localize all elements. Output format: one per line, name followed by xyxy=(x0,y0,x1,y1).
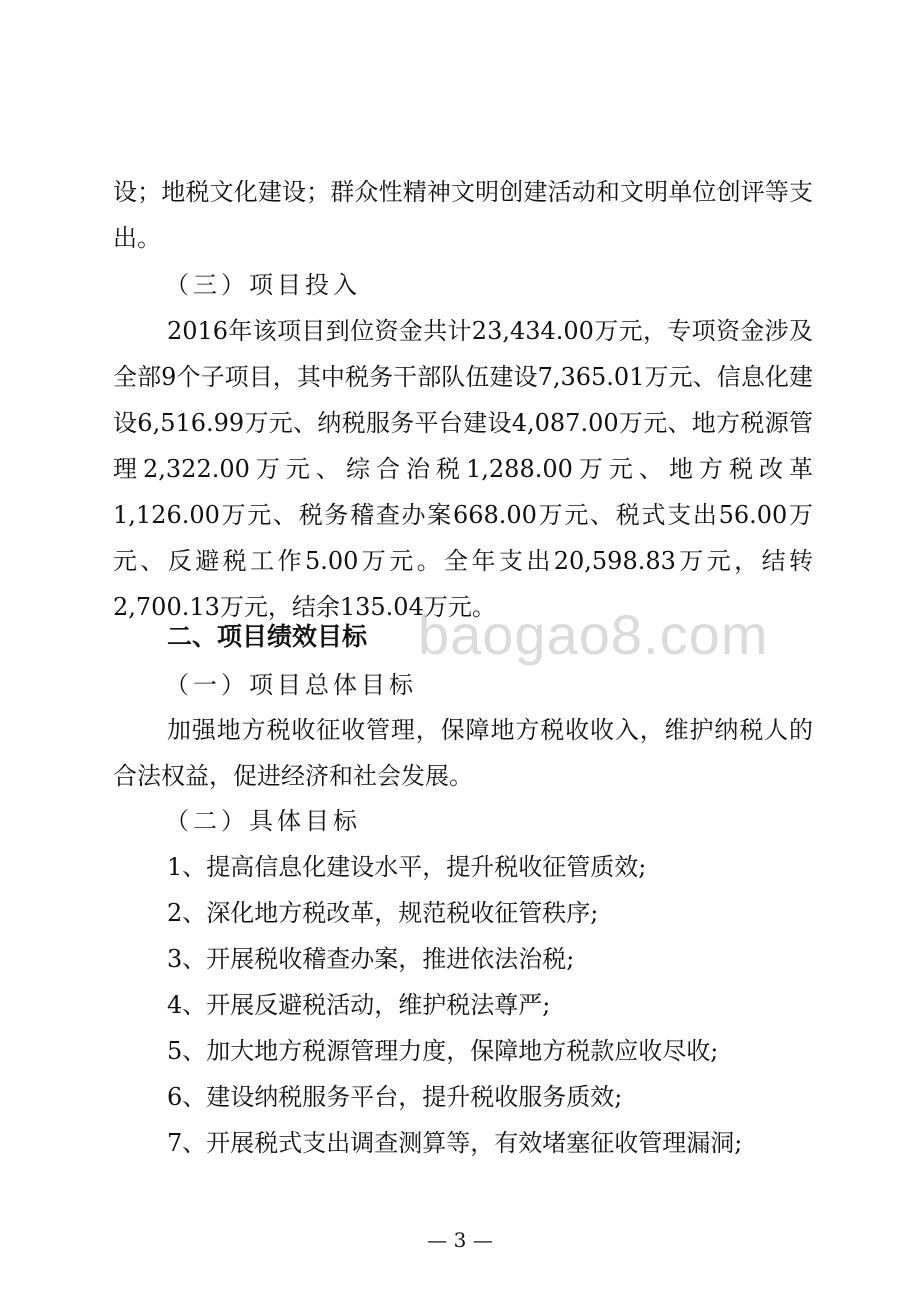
page-number: — 3 — xyxy=(427,1228,493,1252)
paragraph-overall-goal: 加强地方税收征收管理，保障地方税收收入，维护纳税人的合法权益，促进经济和社会发展。 xyxy=(113,716,813,790)
paragraph-investment: 2016年该项目到位资金共计23,434.00万元，专项资金涉及全部9个子项目，其中税务干部队伍建设7,365.01万元、信息化建设6,516.99万元、纳税服务平台建设4,087.00万元、地方税源管理2,322.00万元、综合治税1,288.00万元、地方税改革1,126.00万元、税务稽查办案668.00万元、税式支出56.00万元、反避税工作5.00万元。全年支出20,598.83万元，结转2,700.13万元，结余135.04万元。 xyxy=(113,317,813,621)
goal-item: 6、建设纳税服务平台，提升税收服务质效; xyxy=(167,1083,623,1111)
goal-item: 5、加大地方税源管理力度，保障地方税款应收尽收; xyxy=(167,1037,719,1065)
watermark: baogao8.com xyxy=(418,603,769,666)
subheading-overall-goal: （一）项目总体目标 xyxy=(165,671,417,699)
subheading-project-investment: （三）项目投入 xyxy=(165,271,361,299)
goal-item: 4、开展反避税活动，维护税法尊严; xyxy=(167,991,551,1019)
subheading-specific-goals: （二）具体目标 xyxy=(165,807,361,835)
goal-item: 2、深化地方税改革，规范税收征管秩序; xyxy=(167,899,599,927)
section-heading-performance-goals: 二、项目绩效目标 xyxy=(167,622,368,651)
goal-item: 7、开展税式支出调查测算等，有效堵塞征收管理漏洞; xyxy=(167,1129,743,1157)
goal-item: 1、提高信息化建设水平，提升税收征管质效; xyxy=(167,853,647,881)
paragraph-continuation: 设；地税文化建设；群众性精神文明创建活动和文明单位创评等支出。 xyxy=(113,178,813,252)
goal-item: 3、开展税收稽查办案，推进依法治税; xyxy=(167,945,575,973)
